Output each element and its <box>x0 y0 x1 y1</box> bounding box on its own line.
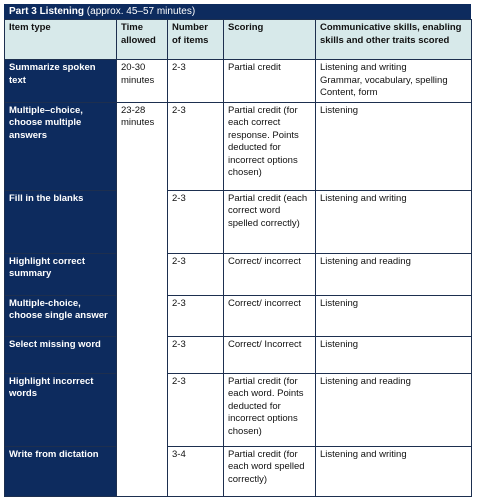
skills-cell: Listening <box>316 102 472 190</box>
table-title <box>4 4 471 19</box>
number-cell: 2-3 <box>168 102 224 190</box>
scoring-cell: Partial credit (for each correct response. Points deducted for incorrect options chosen) <box>224 102 316 190</box>
item-type-cell: Multiple–choice, choose multiple answers <box>5 102 117 190</box>
number-cell: 2-3 <box>168 253 224 295</box>
skills-line: Listening and writing <box>320 62 407 73</box>
table-row <box>5 336 472 373</box>
skills-cell <box>316 60 472 103</box>
scoring-cell: Partial credit <box>224 60 316 103</box>
table-row <box>5 190 472 253</box>
skills-line: Grammar, vocabulary, spelling <box>320 74 448 86</box>
table-row <box>5 373 472 446</box>
skills-cell: Listening and writing <box>316 190 472 253</box>
item-type-cell: Highlight correct summary <box>5 253 117 295</box>
item-type-cell: Multiple-choice, choose single answer <box>5 295 117 336</box>
table-row <box>5 295 472 336</box>
scoring-cell: Correct/ incorrect <box>224 295 316 336</box>
skills-cell: Listening <box>316 336 472 373</box>
header-row <box>5 20 472 60</box>
scoring-cell: Correct/ Incorrect <box>224 336 316 373</box>
table-row <box>5 60 472 103</box>
header-skills: Communicative skills, enabling skills and other traits scored <box>316 20 472 60</box>
time-cell: 20-30 minutes <box>117 60 168 103</box>
item-type-cell: Select missing word <box>5 336 117 373</box>
scoring-cell: Partial credit (for each word spelled correctly) <box>224 446 316 496</box>
header-scoring: Scoring <box>224 20 316 60</box>
listening-table <box>4 19 472 497</box>
skills-line: Content, form <box>320 87 378 98</box>
item-type-cell: Summarize spoken text <box>5 60 117 103</box>
table-title-part: Part 3 Listening <box>9 6 85 17</box>
scoring-cell: Partial credit (each correct word spelled correctly) <box>224 190 316 253</box>
header-time-allowed: Time allowed <box>117 20 168 60</box>
number-cell: 2-3 <box>168 190 224 253</box>
scoring-cell: Partial credit (for each word. Points deducted for incorrect options chosen) <box>224 373 316 446</box>
number-cell: 2-3 <box>168 336 224 373</box>
header-number-of-items: Number of items <box>168 20 224 60</box>
skills-cell: Listening and reading <box>316 373 472 446</box>
number-cell: 3-4 <box>168 446 224 496</box>
listening-table-container <box>4 4 471 497</box>
scoring-cell: Correct/ incorrect <box>224 253 316 295</box>
table-title-duration: (approx. 45–57 minutes) <box>86 6 196 17</box>
skills-cell: Listening and writing <box>316 446 472 496</box>
number-cell: 2-3 <box>168 295 224 336</box>
item-type-cell: Highlight incorrect words <box>5 373 117 446</box>
table-row <box>5 102 472 190</box>
number-cell: 2-3 <box>168 373 224 446</box>
skills-cell: Listening and reading <box>316 253 472 295</box>
item-type-cell: Fill in the blanks <box>5 190 117 253</box>
skills-cell: Listening <box>316 295 472 336</box>
item-type-cell: Write from dictation <box>5 446 117 496</box>
time-cell: 23-28 minutes <box>117 102 168 496</box>
table-row <box>5 446 472 496</box>
number-cell: 2-3 <box>168 60 224 103</box>
header-item-type: Item type <box>5 20 117 60</box>
table-row <box>5 253 472 295</box>
